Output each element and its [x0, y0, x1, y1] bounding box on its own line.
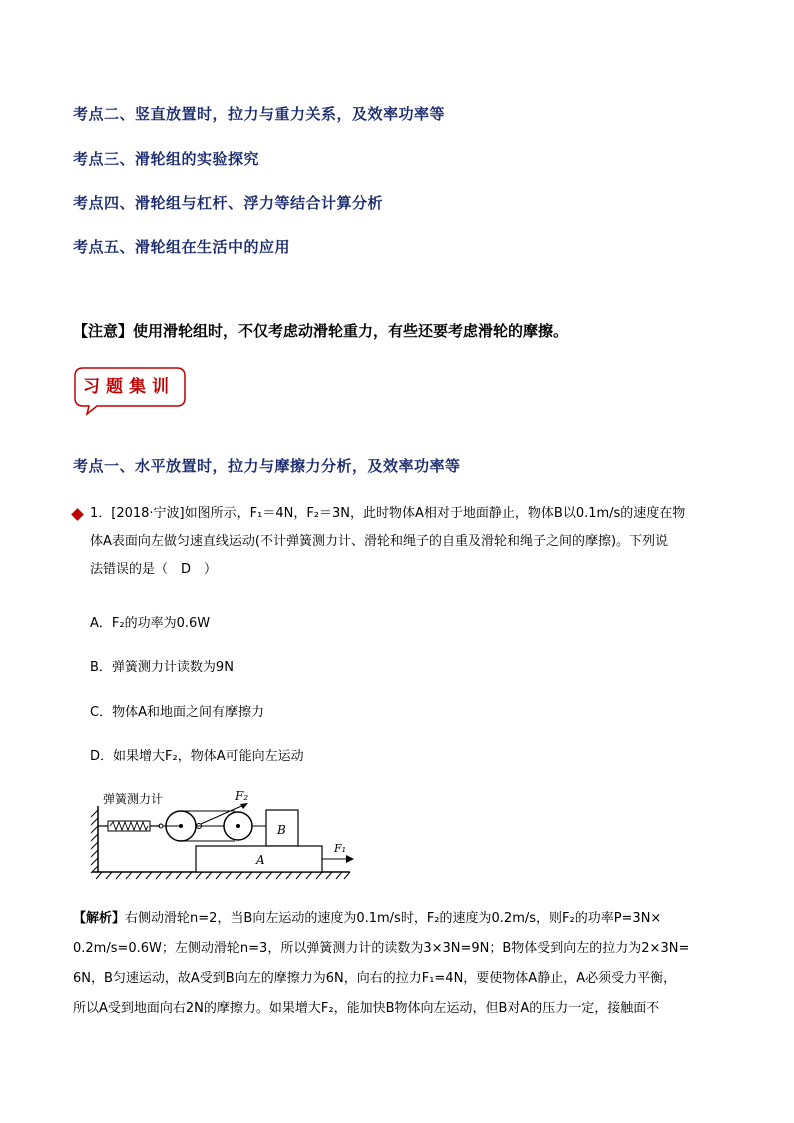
f2-label: F₂ — [235, 789, 249, 803]
analysis-line-3: 6N，B匀速运动，故A受到B向左的摩擦力为6N，向右的拉力F₁=4N，要使物体A静止，A必须受力平衡， — [73, 971, 677, 986]
pulley-figure — [88, 786, 358, 886]
analysis-text-1: 右侧动滑轮n=2，当B向左运动的速度为0.1m/s时，F₂的速度为0.2m/s，则F₂的功率P=3N× — [125, 911, 662, 926]
diamond-bullet-icon — [71, 508, 84, 521]
question-text-1: 如图所示，F₁＝4N，F₂＝3N，此时物体A相对于地面静止，物体B以0.1m/s的速度在物 — [184, 506, 686, 521]
option-a: A．F₂的功率为0.6W — [90, 616, 211, 631]
exercise-banner — [73, 366, 203, 412]
analysis-line-4: 所以A受到地面向右2N的摩擦力。如果增大F₂，能加快B物体向左运动，但B对A的压力一定，接触面不 — [73, 1001, 660, 1016]
block-a-label: A — [256, 853, 265, 867]
banner-title: 习题集训 — [83, 377, 175, 397]
question-line-1 — [90, 500, 730, 528]
question-stem — [90, 500, 730, 584]
question-line-2: 体A表面向左做匀速直线运动(不计弹簧测力计、滑轮和绳子的自重及滑轮和绳子之间的摩擦)。下列说 — [90, 534, 669, 549]
spring-scale-label: 弹簧测力计 — [103, 792, 164, 806]
analysis-line-1 — [73, 904, 733, 934]
analysis-block — [73, 904, 733, 1024]
kaodian-4: 考点四、滑轮组与杠杆、浮力等结合计算分析 — [73, 194, 384, 212]
kaodian-2: 考点二、竖直放置时，拉力与重力关系，及效率功率等 — [73, 105, 446, 123]
option-d: D．如果增大F₂，物体A可能向左运动 — [90, 749, 304, 764]
f1-label: F₁ — [334, 842, 347, 855]
option-c: C．物体A和地面之间有摩擦力 — [90, 705, 264, 720]
section-title: 考点一、水平放置时，拉力与摩擦力分析，及效率功率等 — [73, 457, 461, 475]
kaodian-5: 考点五、滑轮组在生活中的应用 — [73, 238, 291, 256]
kaodian-3: 考点三、滑轮组的实验探究 — [73, 150, 260, 168]
block-b-label: B — [277, 823, 286, 837]
option-b: B．弹簧测力计读数为9N — [90, 660, 234, 675]
question-number: 1．[2018·宁波] — [90, 506, 185, 521]
analysis-line-2: 0.2m/s=0.6W；左侧动滑轮n=3，所以弹簧测力计的读数为3×3N=9N；B物体受到向左的拉力为2×3N= — [73, 941, 690, 956]
question-line-3: 法错误的是（ D ） — [90, 562, 218, 577]
analysis-tag: 【解析】 — [73, 911, 126, 926]
note-text: 【注意】使用滑轮组时，不仅考虑动滑轮重力，有些还要考虑滑轮的摩擦。 — [73, 322, 569, 340]
